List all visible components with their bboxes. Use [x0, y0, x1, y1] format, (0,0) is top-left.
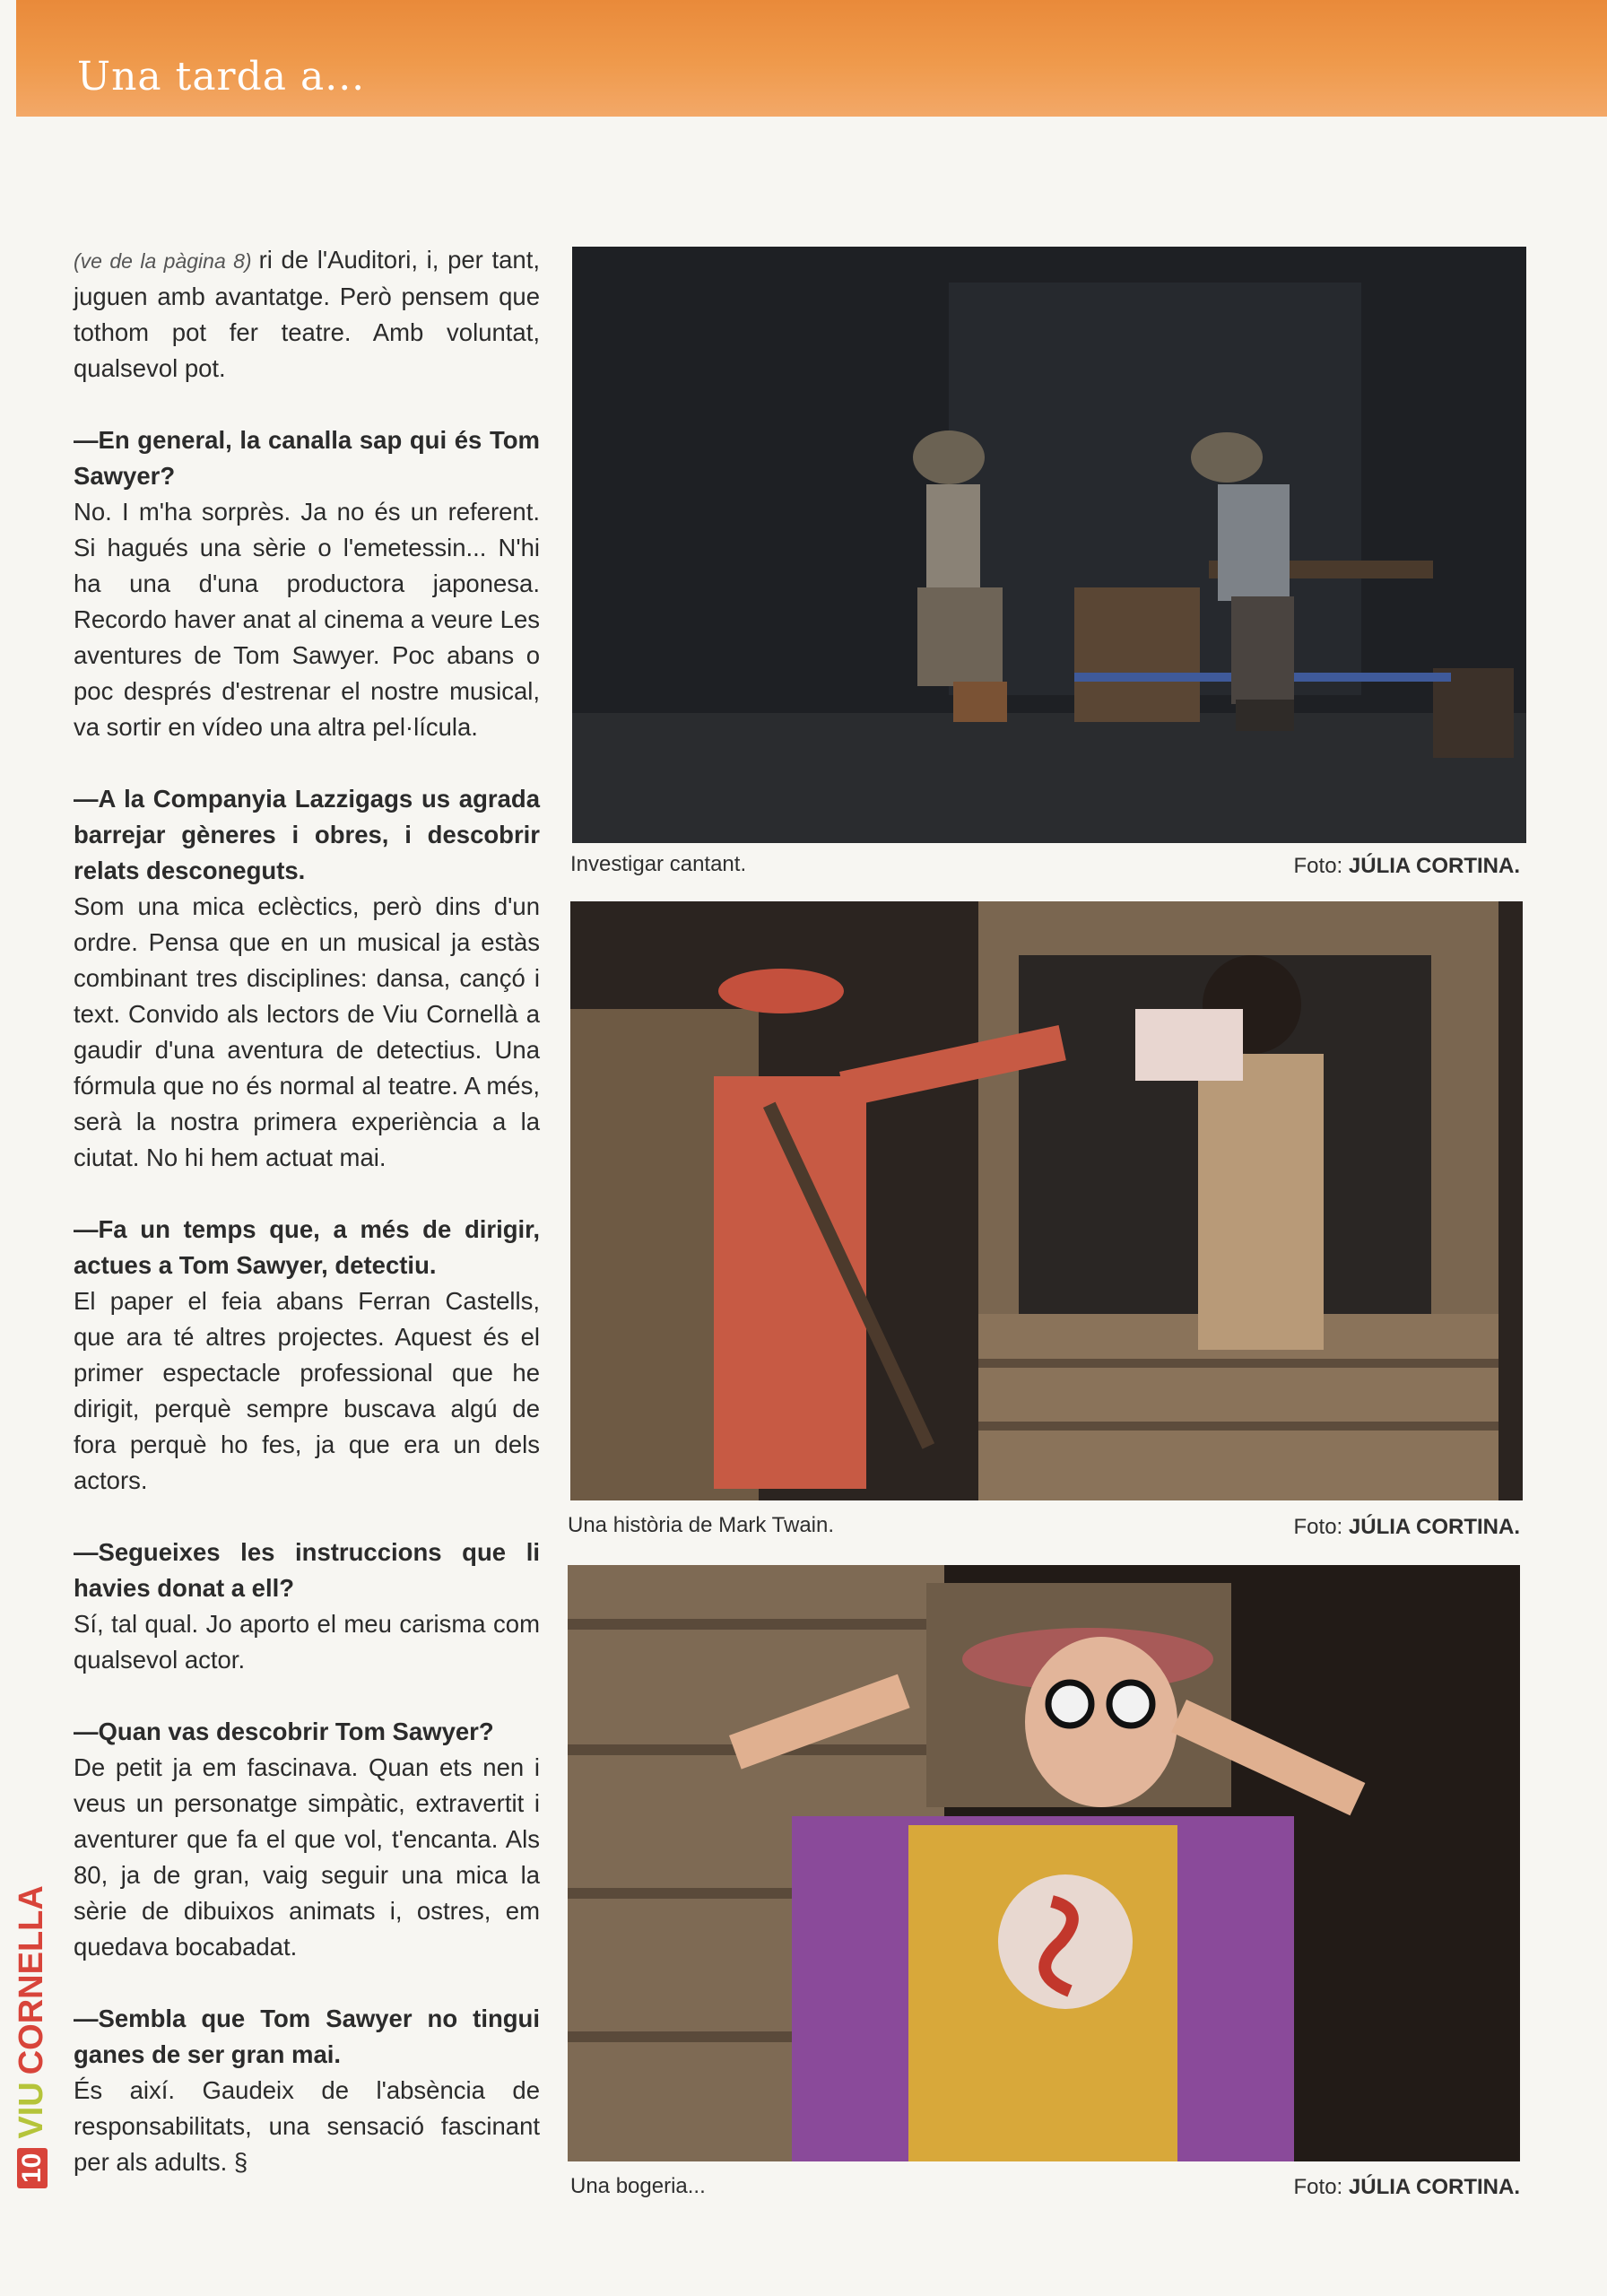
page-number: 10 — [17, 2148, 48, 2188]
interview-answer: De petit ja em fascinava. Quan ets nen i veus un personatge simpàtic, extravertit i aventurer que fa el que vol, t'encanta. Als 80, ja de gran, vaig seguir una mica la sèrie de dibuixos animats i, ostres, em quedava bocabadat. — [74, 1753, 540, 1961]
continued-from-reference: (ve de la pàgina 8) — [74, 249, 252, 273]
intro-text: ri de l'Auditori, i, per tant, juguen amb avantatge. Però pensem que tothom pot fer teatre. Amb voluntat, qualsevol pot. — [74, 246, 540, 382]
qa-block — [74, 1535, 540, 1678]
photographer-name: JÚLIA CORTINA. — [1348, 1515, 1520, 1539]
photo-caption: Una bogeria... — [570, 2174, 706, 2198]
stage-photo-actor-with-glasses — [568, 1565, 1520, 2161]
photo-credit-prefix: Foto: — [1293, 2175, 1343, 2199]
intro-paragraph — [74, 242, 540, 387]
interview-question: —Quan vas descobrir Tom Sawyer? — [74, 1718, 494, 1745]
interview-question: —A la Companyia Lazzigags us agrada barrejar gèneres i obres, i descobrir relats desconeguts. — [74, 785, 540, 884]
qa-block — [74, 2001, 540, 2180]
photo-credit — [1076, 2175, 1520, 2200]
article-column — [74, 242, 540, 2216]
interview-question: —Sembla que Tom Sawyer no tingui ganes de ser gran mai. — [74, 2005, 540, 2068]
qa-block — [74, 1714, 540, 1965]
section-title: Una tarda a... — [77, 54, 366, 100]
photo-caption: Una història de Mark Twain. — [568, 1513, 835, 1537]
photo-caption: Investigar cantant. — [570, 852, 747, 876]
interview-answer: No. I m'ha sorprès. Ja no és un referent. Si hagués una sèrie o l'emetessin... N'hi ha una d'una productora japonesa. Recordo haver anat al cinema a veure Les aventures de Tom Sawyer. Poc abans o poc després d'estrenar el nostre musical, va sortir en vídeo una altra pel·lícula. — [74, 498, 540, 741]
qa-block — [74, 422, 540, 745]
photo-credit — [1076, 1515, 1520, 1540]
side-brand — [13, 1885, 51, 2188]
interview-question: —Segueixes les instruccions que li havies donat a ell? — [74, 1538, 540, 1602]
interview-question: —Fa un temps que, a més de dirigir, actues a Tom Sawyer, detectiu. — [74, 1215, 540, 1279]
brand-cornella: CORNELLA — [13, 1885, 50, 2075]
brand-viu: VIU — [13, 2082, 50, 2139]
interview-question: —En general, la canalla sap qui és Tom Sawyer? — [74, 426, 540, 490]
interview-answer: El paper el feia abans Ferran Castells, que ara té altres projectes. Aquest és el primer espectacle professional que he dirigit, perquè sempre buscava algú de fora perquè ho fes, ja que era un dels actors. — [74, 1287, 540, 1494]
interview-answer: Sí, tal qual. Jo aporto el meu carisma com qualsevol actor. — [74, 1610, 540, 1674]
stage-photo-postman-and-woman — [570, 901, 1523, 1500]
photo-credit-prefix: Foto: — [1293, 1515, 1343, 1539]
qa-block — [74, 1212, 540, 1499]
stage-photo-two-actors — [572, 247, 1526, 843]
interview-answer: És així. Gaudeix de l'absència de responsabilitats, una sensació fascinant per als adults. § — [74, 2076, 540, 2176]
photographer-name: JÚLIA CORTINA. — [1348, 854, 1520, 878]
photo-credit — [1076, 854, 1520, 879]
photo-credit-prefix: Foto: — [1293, 854, 1343, 878]
photographer-name: JÚLIA CORTINA. — [1348, 2175, 1520, 2199]
interview-answer: Som una mica eclèctics, però dins d'un ordre. Pensa que en un musical ja estàs combinant tres disciplines: dansa, cançó i text. Convido als lectors de Viu Cornellà a gaudir d'una aventura de detectius. Una fórmula que no és normal al teatre. A més, serà la nostra primera experiència a la ciutat. No hi hem actuat mai. — [74, 892, 540, 1171]
qa-block — [74, 781, 540, 1176]
